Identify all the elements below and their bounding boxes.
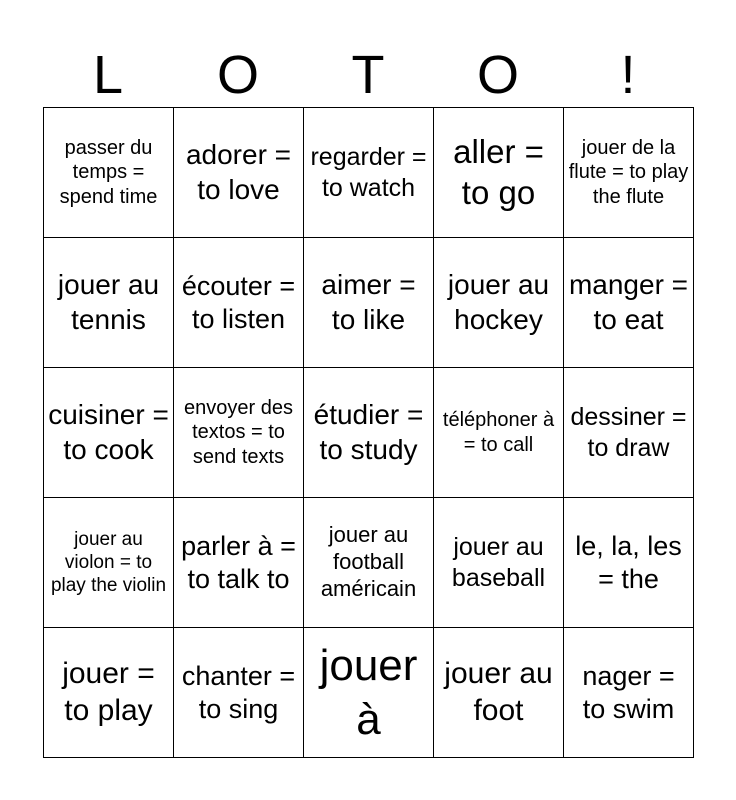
bingo-cell: jouer au hockey	[434, 238, 564, 368]
title-letter-o: O	[216, 45, 259, 105]
bingo-cell: passer du temps = spend time	[44, 108, 174, 238]
bingo-cell: jouer à	[304, 628, 434, 758]
bingo-cell: envoyer des textos = to send texts	[174, 368, 304, 498]
title-letter-l: L	[92, 45, 124, 105]
bingo-cell: étudier = to study	[304, 368, 434, 498]
grid-row	[44, 498, 694, 628]
grid-row	[44, 108, 694, 238]
bingo-cell: aimer = to like	[304, 238, 434, 368]
bingo-cell: dessiner = to draw	[564, 368, 694, 498]
bingo-cell: chanter = to sing	[174, 628, 304, 758]
grid-row	[44, 368, 694, 498]
grid-row	[44, 628, 694, 758]
bingo-cell: nager = to swim	[564, 628, 694, 758]
bingo-cell: jouer au foot	[434, 628, 564, 758]
bingo-cell: jouer au tennis	[44, 238, 174, 368]
bingo-cell: jouer au violon = to play the violin	[44, 498, 174, 628]
bingo-cell: regarder = to watch	[304, 108, 434, 238]
bingo-cell: parler à = to talk to	[174, 498, 304, 628]
bingo-cell: le, la, les = the	[564, 498, 694, 628]
title-letter-exclamation: !	[620, 45, 636, 105]
title-letter-o2: O	[476, 45, 519, 105]
bingo-cell: manger = to eat	[564, 238, 694, 368]
bingo-cell: jouer = to play	[44, 628, 174, 758]
bingo-cell: écouter = to listen	[174, 238, 304, 368]
bingo-cell: jouer au football américain	[304, 498, 434, 628]
bingo-cell: jouer de la flute = to play the flute	[564, 108, 694, 238]
bingo-title	[43, 42, 693, 108]
bingo-cell: adorer = to love	[174, 108, 304, 238]
bingo-cell: téléphoner à = to call	[434, 368, 564, 498]
bingo-cell: aller = to go	[434, 108, 564, 238]
title-letter-t: T	[351, 45, 385, 105]
bingo-grid	[43, 107, 694, 758]
grid-row	[44, 238, 694, 368]
bingo-cell: cuisiner = to cook	[44, 368, 174, 498]
bingo-cell: jouer au baseball	[434, 498, 564, 628]
